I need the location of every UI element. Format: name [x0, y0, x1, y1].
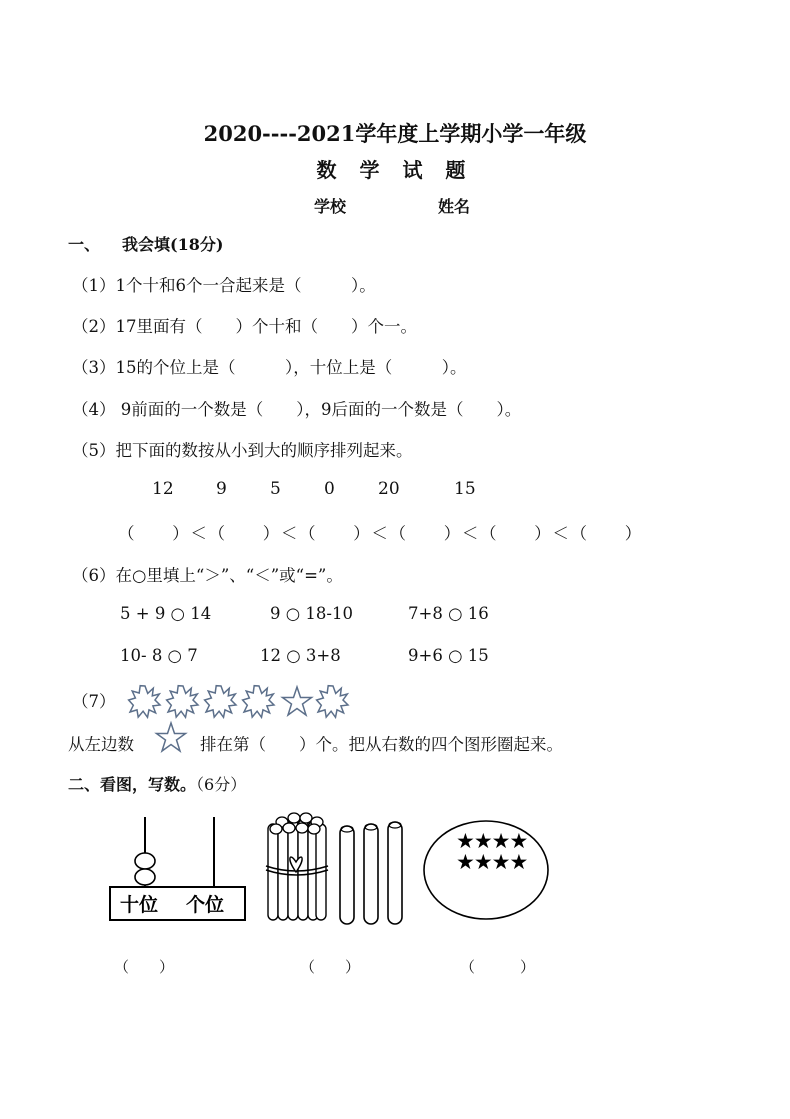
section-1-number: 一、	[68, 235, 101, 254]
q6-expression: 7+8 ○ 16	[408, 604, 489, 623]
q6-expression: 9+6 ○ 15	[408, 646, 489, 665]
q5-number: 15	[454, 479, 476, 499]
section-1-heading	[68, 232, 223, 255]
question-4: （4） 9前面的一个数是（ ），9后面的一个数是（ ）。	[72, 400, 522, 419]
star-row: ★★★★	[456, 850, 528, 874]
q5-number: 20	[378, 479, 400, 499]
q7-shape-row	[124, 682, 364, 722]
exam-subtitle: 数 学 试 题	[316, 158, 474, 182]
q6-expression: 9 ○ 18-10	[270, 604, 353, 623]
q6-expression: 10- 8 ○ 7	[120, 646, 198, 665]
q5-number: 9	[216, 479, 227, 499]
question-6: （6）在○里填上“＞”、“＜”或“=”。	[72, 566, 343, 585]
section-2-heading	[68, 772, 246, 795]
burst-shape-icon	[129, 686, 160, 718]
school-name-line	[314, 194, 470, 217]
star-oval-figure	[422, 818, 552, 923]
q5-number: 12	[152, 479, 174, 499]
q7-text-before: 从左边数	[68, 735, 134, 754]
q6-expression: 12 ○ 3+8	[260, 646, 341, 665]
question-3: （3）15的个位上是（ ），十位上是（ ）。	[72, 358, 467, 377]
answer-blank-abacus[interactable]: （ ）	[114, 958, 175, 976]
abacus-tens-label: 十位	[120, 894, 159, 916]
star-shape-icon	[283, 687, 312, 715]
q5-order-blanks: （ ）＜（ ）＜（ ）＜（ ）＜（ ）＜（ ）	[118, 524, 643, 543]
question-2: （2）17里面有（ ）个十和（ ）个一。	[72, 317, 417, 336]
question-5: （5）把下面的数按从小到大的顺序排列起来。	[72, 441, 413, 460]
abacus-figure	[108, 815, 248, 925]
section-2-points: （6分）	[196, 775, 247, 794]
section-1-title: 我会填(18分)	[122, 235, 224, 254]
abacus-ones-label: 个位	[186, 894, 225, 916]
abacus-bead-icon	[135, 853, 155, 869]
q5-number: 0	[324, 479, 335, 499]
burst-shape-icon	[205, 686, 236, 718]
section-2-title: 二、看图，写数。	[68, 775, 197, 794]
name-label: 姓名	[438, 197, 471, 216]
star-row: ★★★★	[456, 829, 528, 853]
page-title: 2020----2021学年度上学期小学一年级	[203, 121, 587, 146]
q5-number: 5	[270, 479, 281, 499]
burst-shape-icon	[167, 686, 198, 718]
q6-expression: 5 + 9 ○ 14	[120, 604, 212, 623]
abacus-bead-icon	[135, 869, 155, 885]
answer-blank-stars[interactable]: （ ）	[460, 958, 536, 976]
answer-blank-sticks[interactable]: （ ）	[300, 958, 361, 976]
q7-inline-star-icon	[156, 722, 190, 756]
stick-bundle-figure	[262, 810, 342, 925]
school-label: 学校	[314, 197, 347, 216]
q7-label: （7）	[72, 692, 116, 711]
q7-text-after: 排在第（ ）个。把从右数的四个图形圈起来。	[200, 735, 563, 754]
burst-shape-icon	[317, 686, 348, 718]
single-sticks-figure	[336, 820, 408, 930]
burst-shape-icon	[243, 686, 274, 718]
question-1: （1）1个十和6个一合起来是（ ）。	[72, 276, 376, 295]
